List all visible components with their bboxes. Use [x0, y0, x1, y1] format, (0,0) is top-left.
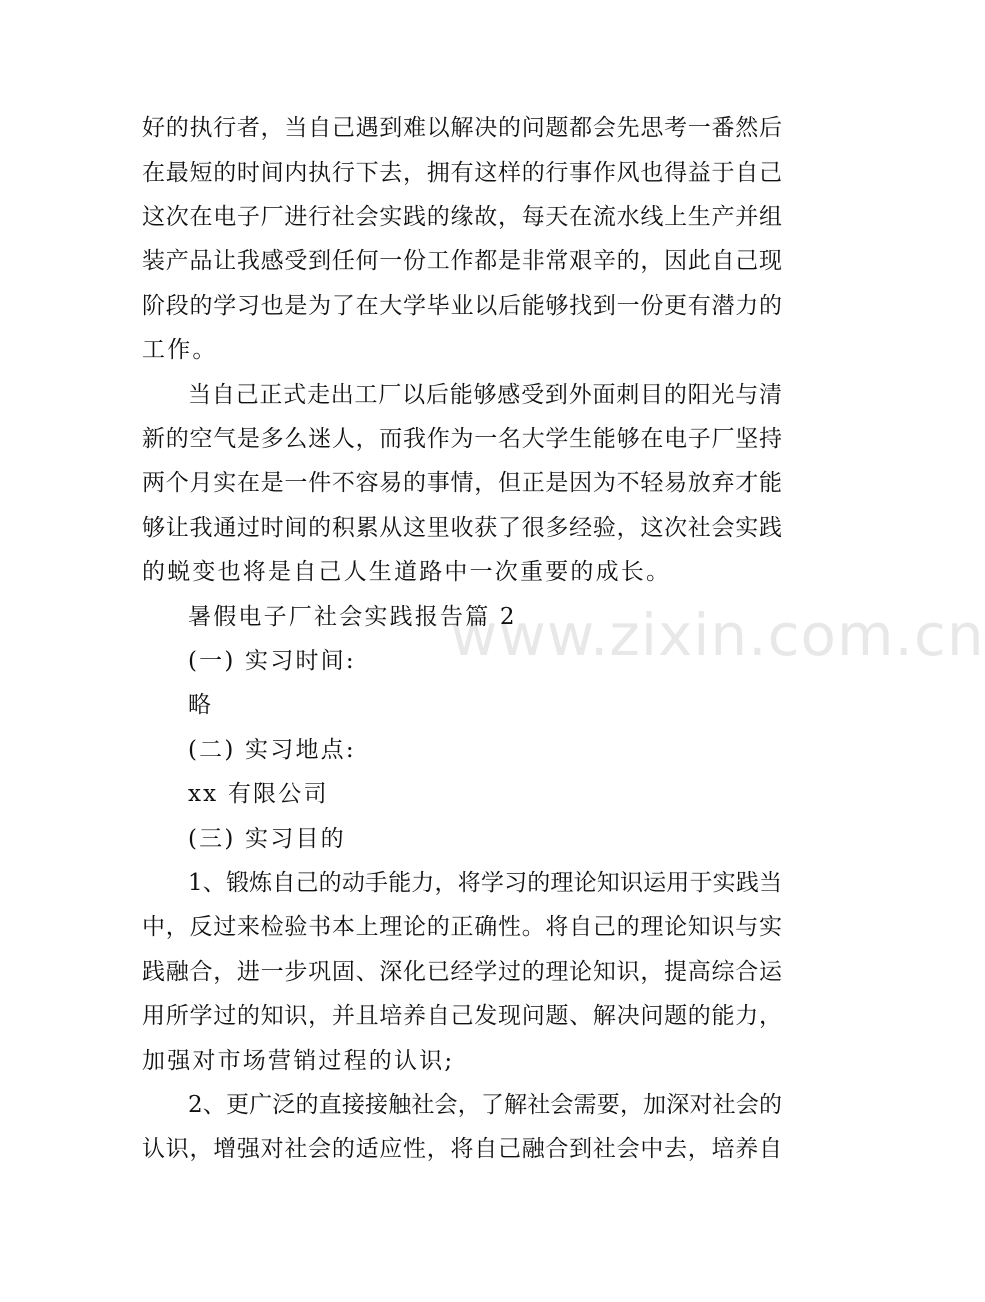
paragraph-1-line-1: 好的执行者，当自己遇到难以解决的问题都会先思考一番然后: [142, 115, 782, 141]
purpose-1-line-2: 中，反过来检验书本上理论的正确性。将自己的理论知识与实: [142, 914, 782, 940]
paragraph-2-line-4: 够让我通过时间的积累从这里收获了很多经验，这次社会实践: [142, 515, 782, 541]
paragraph-1-line-5: 阶段的学习也是为了在大学毕业以后能够找到一份更有潜力的: [142, 293, 782, 319]
paragraph-1-line-3: 这次在电子厂进行社会实践的缘故，每天在流水线上生产并组: [142, 204, 782, 230]
paragraph-2-line-2: 新的空气是多么迷人，而我作为一名大学生能够在电子厂坚持: [142, 426, 782, 452]
paragraph-2-line-3: 两个月实在是一件不容易的事情，但正是因为不轻易放弃才能: [142, 470, 782, 496]
purpose-2-line-1: 2、更广泛的直接接触社会，了解社会需要，加深对社会的: [188, 1092, 782, 1118]
paragraph-1-line-4: 装产品让我感受到任何一份工作都是非常艰辛的，因此自己现: [142, 248, 782, 274]
item-location-heading: (二) 实习地点:: [188, 737, 356, 763]
watermark: www.zixin.com.cn: [450, 601, 985, 669]
paragraph-1-line-6: 工作。: [142, 337, 218, 363]
paragraph-1-line-2: 在最短的时间内执行下去，拥有这样的行事作风也得益于自己: [142, 160, 782, 186]
paragraph-2-line-1: 当自己正式走出工厂以后能够感受到外面刺目的阳光与清: [188, 382, 782, 408]
paragraph-2-line-5: 的蜕变也将是自己人生道路中一次重要的成长。: [142, 559, 672, 585]
purpose-1-line-5: 加强对市场营销过程的认识;: [142, 1048, 455, 1074]
section-heading: 暑假电子厂社会实践报告篇 2: [188, 604, 517, 630]
item-time-heading: (一) 实习时间:: [188, 648, 356, 674]
purpose-1-line-4: 用所学过的知识，并且培养自己发现问题、解决问题的能力，: [142, 1003, 782, 1029]
purpose-2-line-2: 认识，增强对社会的适应性，将自己融合到社会中去，培养自: [142, 1136, 782, 1162]
item-location-value: xx 有限公司: [188, 781, 329, 807]
item-time-value: 略: [188, 692, 214, 718]
purpose-1-line-1: 1、锻炼自己的动手能力，将学习的理论知识运用于实践当: [188, 870, 782, 896]
purpose-1-line-3: 践融合，进一步巩固、深化已经学过的理论知识，提高综合运: [142, 959, 782, 985]
item-purpose-heading: (三) 实习目的: [188, 826, 346, 852]
